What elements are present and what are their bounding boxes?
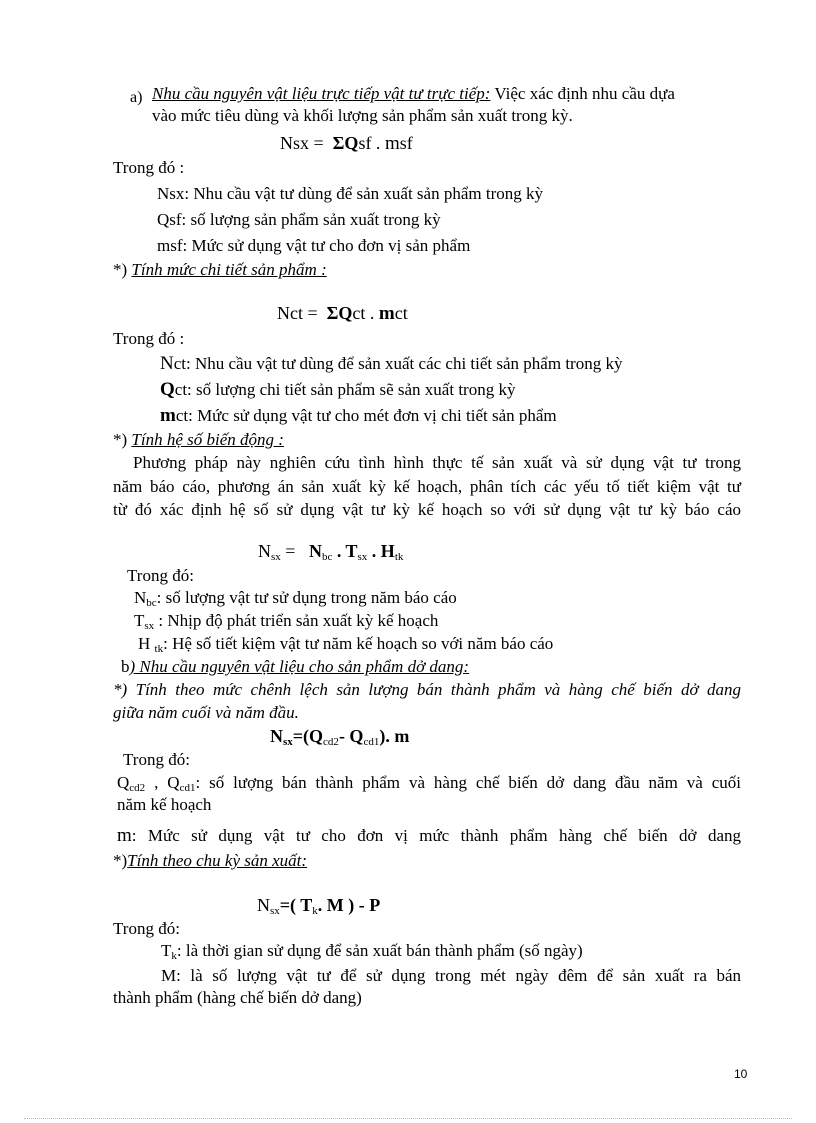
chenh-lech-line2: giữa năm cuối và năm đầu. bbox=[113, 703, 299, 722]
para-he-so-3: từ đó xác định hệ số sử dụng vật tư kỳ kế hoạch so với sử dụng vật tư kỳ báo cáo bbox=[113, 500, 741, 519]
def-nbc: $N_{bc}$: số lượng vật tư sử dụng trong năm báo cáo bbox=[134, 588, 457, 609]
def-msf: msf: Mức sử dụng vật tư cho đơn vị sản phẩm bbox=[157, 236, 471, 255]
page-number: 10 bbox=[734, 1067, 748, 1081]
where-label-2: Trong đó : bbox=[113, 329, 185, 348]
def-nsx: Nsx: Nhu cầu vật tư dùng để sản xuất sản phẩm trong kỳ bbox=[157, 184, 543, 203]
def-qcd-line2: năm kế hoạch bbox=[117, 795, 212, 814]
chenh-lech-line1: *) Tính theo mức chênh lệch sản lượng bán thành phẩm và hàng chế biến dở dang bbox=[113, 680, 741, 699]
def-nct: Nct: Nhu cầu vật tư dùng để sản xuất các chi tiết sản phẩm trong kỳ bbox=[160, 353, 623, 374]
section-he-so-heading: Tính hệ số biến động : bbox=[131, 430, 284, 449]
where-label-1: Trong đó : bbox=[113, 158, 185, 177]
section-b-heading: ) Nhu cầu nguyên vật liệu cho sản phẩm dở dang: bbox=[129, 657, 470, 676]
formula-nsx-ck: $N_{sx}=$( $T_k$. M ) - P bbox=[257, 895, 381, 917]
def-m: m: Mức sử dụng vật tư cho đơn vị mức thành phẩm hàng chế biến dở dang bbox=[117, 825, 741, 846]
section-b: b) Nhu cầu nguyên vật liệu cho sản phẩm dở dang: bbox=[121, 657, 470, 676]
section-chi-tiet-heading: Tính mức chi tiết sản phẩm : bbox=[131, 260, 327, 279]
para-he-so-2: năm báo cáo, phương án sản xuất kỳ kế hoạch, phân tích các yếu tố tiết kiệm vật tư bbox=[113, 477, 741, 496]
def-mct: mct: Mức sử dụng vật tư cho mét đơn vị chi tiết sản phẩm bbox=[160, 405, 557, 426]
section-a-line1 bbox=[152, 84, 675, 104]
section-chi-tiet: *) Tính mức chi tiết sản phẩm : bbox=[113, 260, 327, 279]
where-label-4: Trong đó: bbox=[123, 750, 190, 769]
def-tk: $T_k$: là thời gian sử dụng để sản xuất bán thành phẩm (số ngày) bbox=[161, 941, 583, 962]
def-qct: Qct: số lượng chi tiết sản phẩm sẽ sản xuất trong kỳ bbox=[160, 379, 516, 400]
formula-nsx-cd: $N_{sx}=(Q_{cd2}-$ $Q_{cd1}$). m bbox=[270, 726, 410, 748]
section-a-line2: vào mức tiêu dùng và khối lượng sản phẩm sản xuất trong kỳ. bbox=[152, 106, 573, 125]
where-label-3: Trong đó: bbox=[127, 566, 194, 585]
where-label-5: Trong đó: bbox=[113, 919, 180, 938]
section-a-label: a) bbox=[130, 89, 143, 106]
def-htk: H $_{tk}$: Hệ số tiết kiệm vật tư năm kế hoạch so với năm báo cáo bbox=[138, 634, 554, 655]
section-a-heading: Nhu cầu nguyên vật liệu trực tiếp vật tư trực tiếp: bbox=[152, 84, 491, 103]
def-m-line2: thành phẩm (hàng chế biến dở dang) bbox=[113, 988, 362, 1007]
def-m-line1: M: là số lượng vật tư để sử dụng trong mét ngày đêm để sản xuất ra bán bbox=[161, 966, 741, 985]
section-he-so: *) Tính hệ số biến động : bbox=[113, 430, 284, 449]
page-border-dotted bbox=[24, 1118, 792, 1119]
formula-nct: Nct = ΣQct . mct bbox=[277, 303, 408, 324]
section-chu-ky-heading: Tính theo chu kỳ sản xuất: bbox=[127, 851, 308, 870]
def-tsx: $T_{sx}$ : Nhịp độ phát triển sản xuất kỳ kế hoạch bbox=[134, 611, 439, 632]
def-qcd-line1: $Q_{cd2}$ , $Q_{cd1}$: số lượng bán thành phẩm và hàng chế biến dở dang đầu năm và cuối bbox=[117, 773, 741, 794]
def-qsf: Qsf: số lượng sản phẩm sản xuất trong kỳ bbox=[157, 210, 441, 229]
formula-nsx-hs: $N_{sx}$ = $N_{bc}$ . $T_{sx}$ . $H_{tk}$ bbox=[258, 541, 404, 563]
formula-nsx: Nsx = ΣQsf . msf bbox=[280, 133, 413, 154]
para-he-so-1: Phương pháp này nghiên cứu tình hình thực tế sản xuất và sử dụng vật tư trong bbox=[133, 453, 741, 472]
section-a-text: Việc xác định nhu cầu dựa bbox=[490, 84, 675, 103]
section-chu-ky: *)Tính theo chu kỳ sản xuất: bbox=[113, 851, 308, 870]
